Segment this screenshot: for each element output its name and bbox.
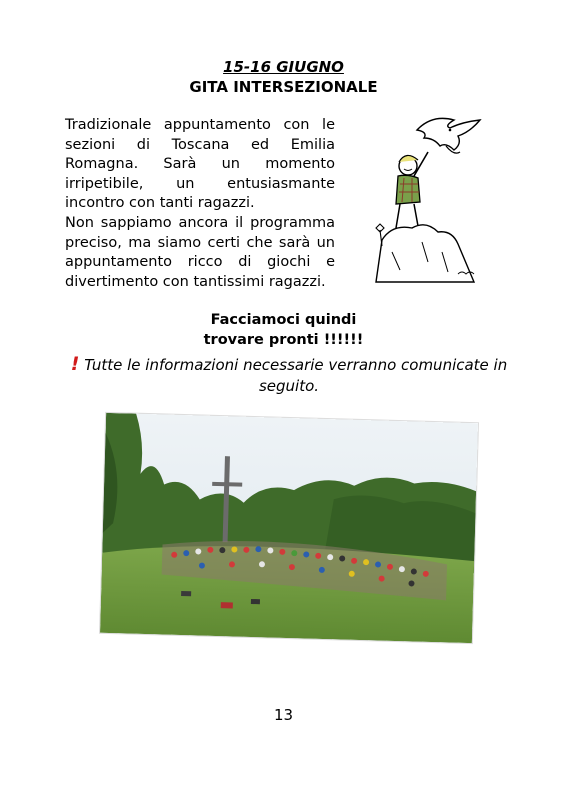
cta-line-1: Facciamoci quindi [210, 312, 357, 328]
event-title: GITA INTERSEZIONALE [189, 78, 378, 96]
notice-text: Tutte le informazioni necessarie verranno comunicate in seguito. [84, 356, 508, 395]
event-description [65, 116, 335, 292]
call-to-action [0, 311, 567, 350]
info-notice [64, 354, 514, 397]
description-paragraph-2: Non sappiamo ancora il programma preciso, ma siamo certi che sarà un appuntamento ricco di giochi e divertimento con tantissimi ragazzi. [65, 214, 335, 290]
cta-line-2: trovare pronti !!!!!! [203, 331, 364, 348]
page-number: 13 [273, 706, 294, 724]
description-paragraph-1: Tradizionale appuntamento con le sezioni di Toscana ed Emilia Romagna. Sarà un momento irripetibile, un entusiasmante incontro con tanti ragazzi. [65, 117, 335, 212]
event-date: 15-16 GIUGNO [223, 58, 344, 76]
bird-on-hiker-icon [362, 112, 486, 284]
group-photo [100, 413, 478, 643]
exclamation-icon: ! [70, 353, 80, 375]
